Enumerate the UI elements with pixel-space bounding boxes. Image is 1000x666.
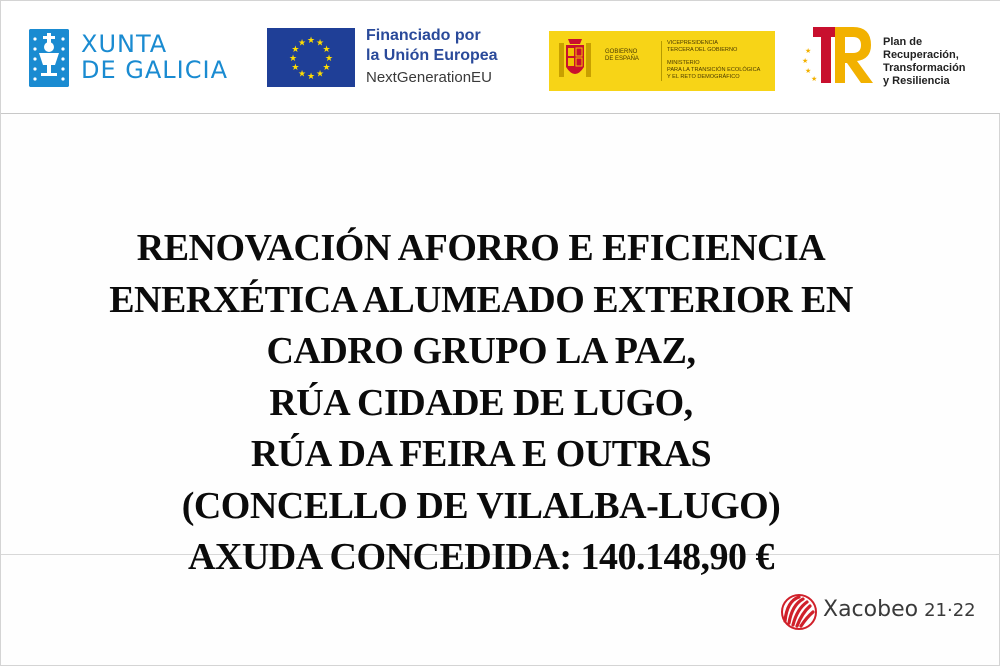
svg-text:★: ★	[288, 54, 298, 64]
title-line-2: ENERXÉTICA ALUMEADO EXTERIOR EN	[109, 278, 853, 321]
xunta-wordmark	[81, 31, 271, 83]
gobierno-caption	[605, 49, 663, 63]
xacobeo-logo	[779, 591, 979, 631]
gobierno-line1: GOBIERNO	[605, 49, 638, 55]
svg-text:★: ★	[802, 57, 809, 65]
svg-text:★: ★	[291, 63, 300, 73]
project-title	[31, 223, 931, 584]
svg-text:★: ★	[306, 72, 316, 82]
plan-line3: Transformación	[883, 62, 966, 74]
svg-text:★: ★	[297, 69, 307, 80]
ministerio-line4: PARA LA TRANSICIÓN ECOLÓGICA	[667, 67, 761, 73]
plan-line1: Plan de	[883, 36, 923, 48]
svg-text:★: ★	[306, 36, 316, 46]
gobierno-divider	[661, 41, 662, 81]
svg-text:★: ★	[322, 63, 331, 73]
header-divider	[1, 113, 1000, 114]
plan-line4: y Resiliencia	[883, 75, 950, 87]
title-line-5: RÚA DA FEIRA E OUTRAS	[250, 433, 712, 475]
ministerio-caption	[667, 40, 773, 81]
eu-line3: NextGenerationEU	[366, 69, 492, 86]
svg-text:★: ★	[315, 38, 325, 49]
title-line-3: CADRO GRUPO LA PAZ,	[266, 330, 696, 372]
xunta-line2: DE GALICIA	[81, 56, 228, 84]
ministerio-line3: MINISTERIO	[667, 60, 700, 66]
gobierno-de-espana-logo	[549, 31, 775, 91]
gobierno-line2: DE ESPAÑA	[605, 56, 639, 62]
plan-caption	[883, 36, 993, 88]
ministerio-line2: TERCERA DEL GOBIERNO	[667, 47, 738, 53]
logo-header	[1, 1, 1000, 113]
spain-coat-of-arms-icon	[555, 37, 595, 85]
svg-text:★: ★	[811, 75, 818, 83]
svg-text:★: ★	[315, 69, 325, 80]
svg-text:★: ★	[291, 45, 300, 55]
title-line-7: AXUDA CONCEDIDA: 140.148,90 €	[187, 536, 775, 578]
galicia-chalice-emblem-icon	[29, 29, 69, 87]
tr-monogram-icon	[801, 25, 877, 89]
xunta-line1: XUNTA	[81, 30, 168, 58]
plan-line2: Recuperación,	[883, 49, 959, 61]
svg-text:★: ★	[297, 38, 307, 49]
eu-line1: Financiado por	[366, 27, 481, 44]
eu-flag-icon	[267, 28, 355, 87]
svg-text:★: ★	[805, 47, 812, 55]
svg-text:★: ★	[324, 54, 334, 64]
title-line-6: (CONCELLO DE VILALBA-LUGO)	[181, 484, 781, 527]
xacobeo-years: 21·22	[924, 600, 976, 621]
xacobeo-name: Xacobeo	[823, 597, 919, 622]
scallop-shell-icon	[779, 591, 819, 631]
ministerio-line5: Y EL RETO DEMOGRÁFICO	[667, 74, 740, 80]
svg-text:★: ★	[805, 67, 812, 75]
ministerio-line1: VICEPRESIDENCIA	[667, 40, 718, 46]
title-line-4: RÚA CIDADE DE LUGO,	[269, 381, 693, 424]
eu-caption	[366, 26, 546, 88]
xacobeo-wordmark	[823, 597, 976, 622]
title-line-1: RENOVACIÓN AFORRO E EFICIENCIA	[136, 227, 826, 269]
eu-line2: la Unión Europea	[366, 47, 498, 64]
svg-text:★: ★	[322, 45, 331, 55]
